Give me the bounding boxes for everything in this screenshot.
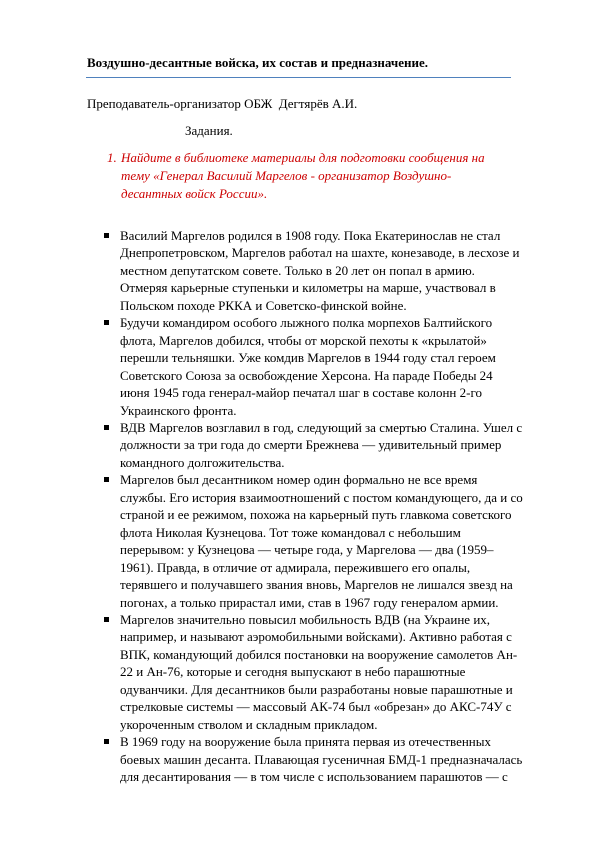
- fact-line: Советского Союза за освобождение Херсона. На параде Победы 24: [120, 367, 493, 383]
- fact-line: 22 и Ан-76, которые и сегодня выпускают в небо парашютные: [120, 664, 466, 680]
- teacher-line: Преподаватель-организатор ОБЖ Дегтярёв А.И.: [87, 96, 358, 111]
- fact-line: погонах, а только прирастал ими, став в 1967 году генералом армии.: [120, 594, 499, 610]
- fact-line: одуванчики. Для десантников были разработаны новые парашютные и: [120, 681, 513, 697]
- fact-line: перешли тельняшки. Уже комдив Маргелов в 1944 году стал героем: [120, 350, 496, 366]
- tasks-heading: Задания.: [185, 123, 233, 138]
- fact-line: флота, Маргелов добился, чтобы от морской пехоты к «крылатой»: [120, 332, 487, 348]
- fact-item: [104, 314, 564, 419]
- task-text: [121, 149, 485, 203]
- task-line: десантных войск России».: [121, 186, 268, 201]
- square-bullet-icon: [104, 739, 109, 744]
- fact-item: [104, 733, 564, 785]
- fact-line: Днепропетровском, Маргелов работал на шахте, конезаводе, в лесхозе и: [120, 245, 520, 261]
- fact-line: флота Николая Кузнецова. Тот тоже командовал с небольшим: [120, 524, 461, 540]
- task-item: [107, 149, 547, 209]
- document-title: Воздушно-десантные войска, их состав и предназначение.: [87, 55, 429, 70]
- fact-line: укороченным стволом и складным прикладом.: [120, 716, 378, 732]
- title-underline-rule: [86, 77, 511, 78]
- fact-line: Маргелов значительно повысил мобильность ВДВ (на Украине их,: [120, 611, 491, 627]
- fact-item: [104, 227, 564, 314]
- facts-bullet-list: [104, 227, 564, 786]
- fact-line: июня 1945 года генерал-майор печатал шаг в составе колонн 2-го: [120, 385, 482, 401]
- square-bullet-icon: [104, 233, 109, 238]
- fact-line: Маргелов был десантником номер один формально не все время: [120, 472, 478, 488]
- fact-item: [104, 419, 564, 471]
- fact-line: службы. Его история взаимоотношений с постом командующего, да и со: [120, 489, 523, 505]
- fact-line: В 1969 году на вооружение была принята первая из отечественных: [120, 734, 491, 750]
- fact-line: боевых машин десанта. Плавающая гусеничная БМД-1 предназначалась: [120, 751, 523, 767]
- fact-line: перерывом: у Кузнецова — четыре года, у Маргелова — два (1959–: [120, 542, 494, 558]
- fact-line: страной и ее режимом, похожа на карьерный путь главкома советского: [120, 507, 512, 523]
- fact-line: Польском походе РККА и Советско-финской войне.: [120, 297, 407, 313]
- square-bullet-icon: [104, 617, 109, 622]
- fact-line: 1961). Правда, в отличие от адмирала, пережившего его опалы,: [120, 559, 471, 575]
- fact-line: для десантирования — в том числе с использованием парашютов — с: [120, 769, 508, 785]
- fact-line: ВДВ Маргелов возглавил в год, следующий за смертью Сталина. Ушел с: [120, 419, 523, 435]
- square-bullet-icon: [104, 477, 109, 482]
- fact-line: местном депутатском совете. Только в 20 лет он попал в армию.: [120, 262, 475, 278]
- fact-line: Отмеряя карьерные ступеньки и километры на марше, участвовал в: [120, 280, 496, 296]
- task-line: Найдите в библиотеке материалы для подготовки сообщения на: [121, 150, 485, 165]
- fact-line: Украинского фронта.: [120, 402, 237, 418]
- fact-line: Будучи командиром особого лыжного полка морпехов Балтийского: [120, 315, 493, 331]
- fact-line: стрелковые системы — массовый АК-74 был «обрезан» до АКС-74У с: [120, 699, 512, 715]
- fact-line: командного долгожительства.: [120, 454, 285, 470]
- fact-line: ВПК, командующий добился постановки на вооружение самолетов Ан-: [120, 646, 518, 662]
- fact-item: [104, 611, 564, 733]
- square-bullet-icon: [104, 425, 109, 430]
- fact-item: [104, 471, 564, 611]
- square-bullet-icon: [104, 320, 109, 325]
- fact-line: должности за три года до смерти Брежнева — удивительный пример: [120, 437, 502, 453]
- task-line: тему «Генерал Василий Маргелов - организатор Воздушно-: [121, 168, 452, 183]
- fact-line: Василий Маргелов родился в 1908 году. Пока Екатеринослав не стал: [120, 228, 501, 243]
- fact-line: например, и называют аэромобильными войсками). Активно работая с: [120, 629, 512, 645]
- fact-line: терявшего и получавшего звания вновь, Маргелов не лишался звезд на: [120, 577, 513, 593]
- task-number: 1.: [107, 150, 117, 165]
